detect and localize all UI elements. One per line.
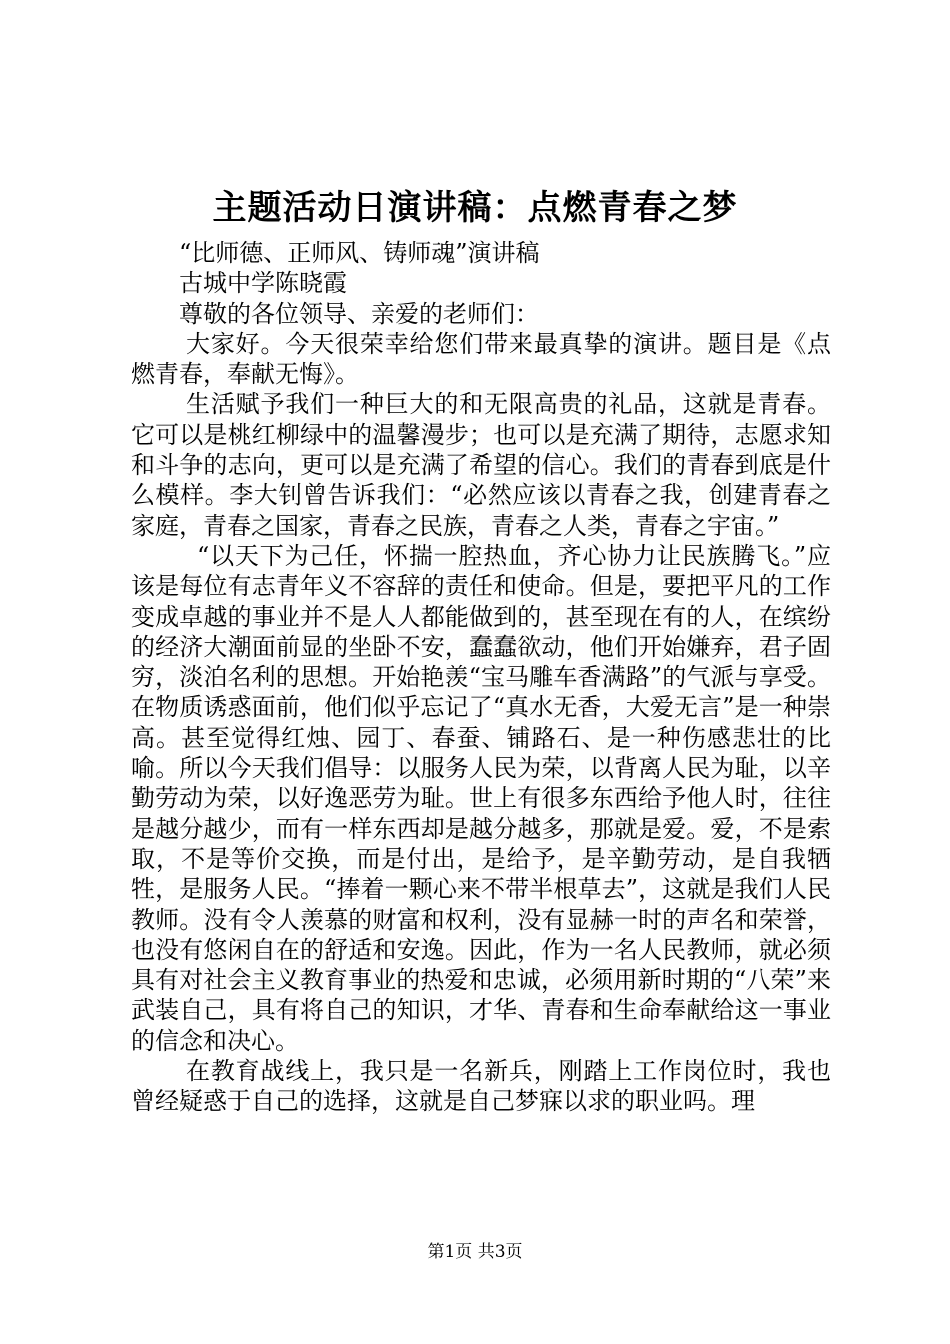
paragraph: 大家好。今天很荣幸给您们带来最真挚的演讲。题目是《点燃青春，奉献无悔》。 [131,329,831,389]
paragraph: 生活赋予我们一种巨大的和无限高贵的礼品，这就是青春。它可以是桃红柳绿中的温馨漫步；也可以是充满了期待，志愿求知和斗争的志向，更可以是充满了希望的信心。我们的青春到底是什么模样。李大钊曾告诉我们：“必然应该以青春之我，创建青春之家庭，青春之国家，青春之民族，青春之人类，青春之宇宙。” [131,390,831,540]
paragraph: 在教育战线上，我只是一名新兵，刚踏上工作岗位时，我也曾经疑惑于自己的选择，这就是自己梦寐以求的职业吗。理 [131,1057,831,1116]
salutation: 尊敬的各位领导、亲爱的老师们： [179,299,539,328]
document-title: 主题活动日演讲稿：点燃青春之梦 [212,188,738,228]
paragraph: “以天下为己任，怀揣一腔热血，齐心协力让民族腾飞。”应该是每位有志青年义不容辞的责任和使命。但是，要把平凡的工作变成卓越的事业并不是人人都能做到的，甚至现在有的人，在缤纷的经济大潮面前显的坐卧不安，蠢蠢欲动，他们开始嫌弃，君子固穷，淡泊名利的思想。开始艳羡“宝马雕车香满路”的气派与享受。在物质诱惑面前，他们似乎忘记了“真水无香，大爱无言”是一种崇高。甚至觉得红烛、园丁、春蚕、铺路石、是一种伤感悲壮的比喻。所以今天我们倡导：以服务人民为荣，以背离人民为耻，以辛勤劳动为荣，以好逸恶劳为耻。世上有很多东西给予他人时，往往是越分越少，而有一样东西却是越分越多，那就是爱。爱，不是索取，不是等价交换，而是付出，是给予，是辛勤劳动，是自我牺牲，是服务人民。“捧着一颗心来不带半根草去”，这就是我们人民教师。没有令人羡慕的财富和权利，没有显赫一时的声名和荣誉，也没有悠闲自在的舒适和安逸。因此，作为一名人民教师，就必须具有对社会主义教育事业的热爱和忠诚，必须用新时期的“八荣”来武装自己，具有将自己的知识，才华、青春和生命奉献给这一事业的信念和决心。 [131,541,831,1055]
page-number: 第1页 共3页 [427,1242,523,1262]
document-body [131,238,831,1117]
author-line: 古城中学陈晓霞 [179,269,347,298]
speech-subtitle: “比师德、正师风、铸师魂”演讲稿 [179,239,540,267]
